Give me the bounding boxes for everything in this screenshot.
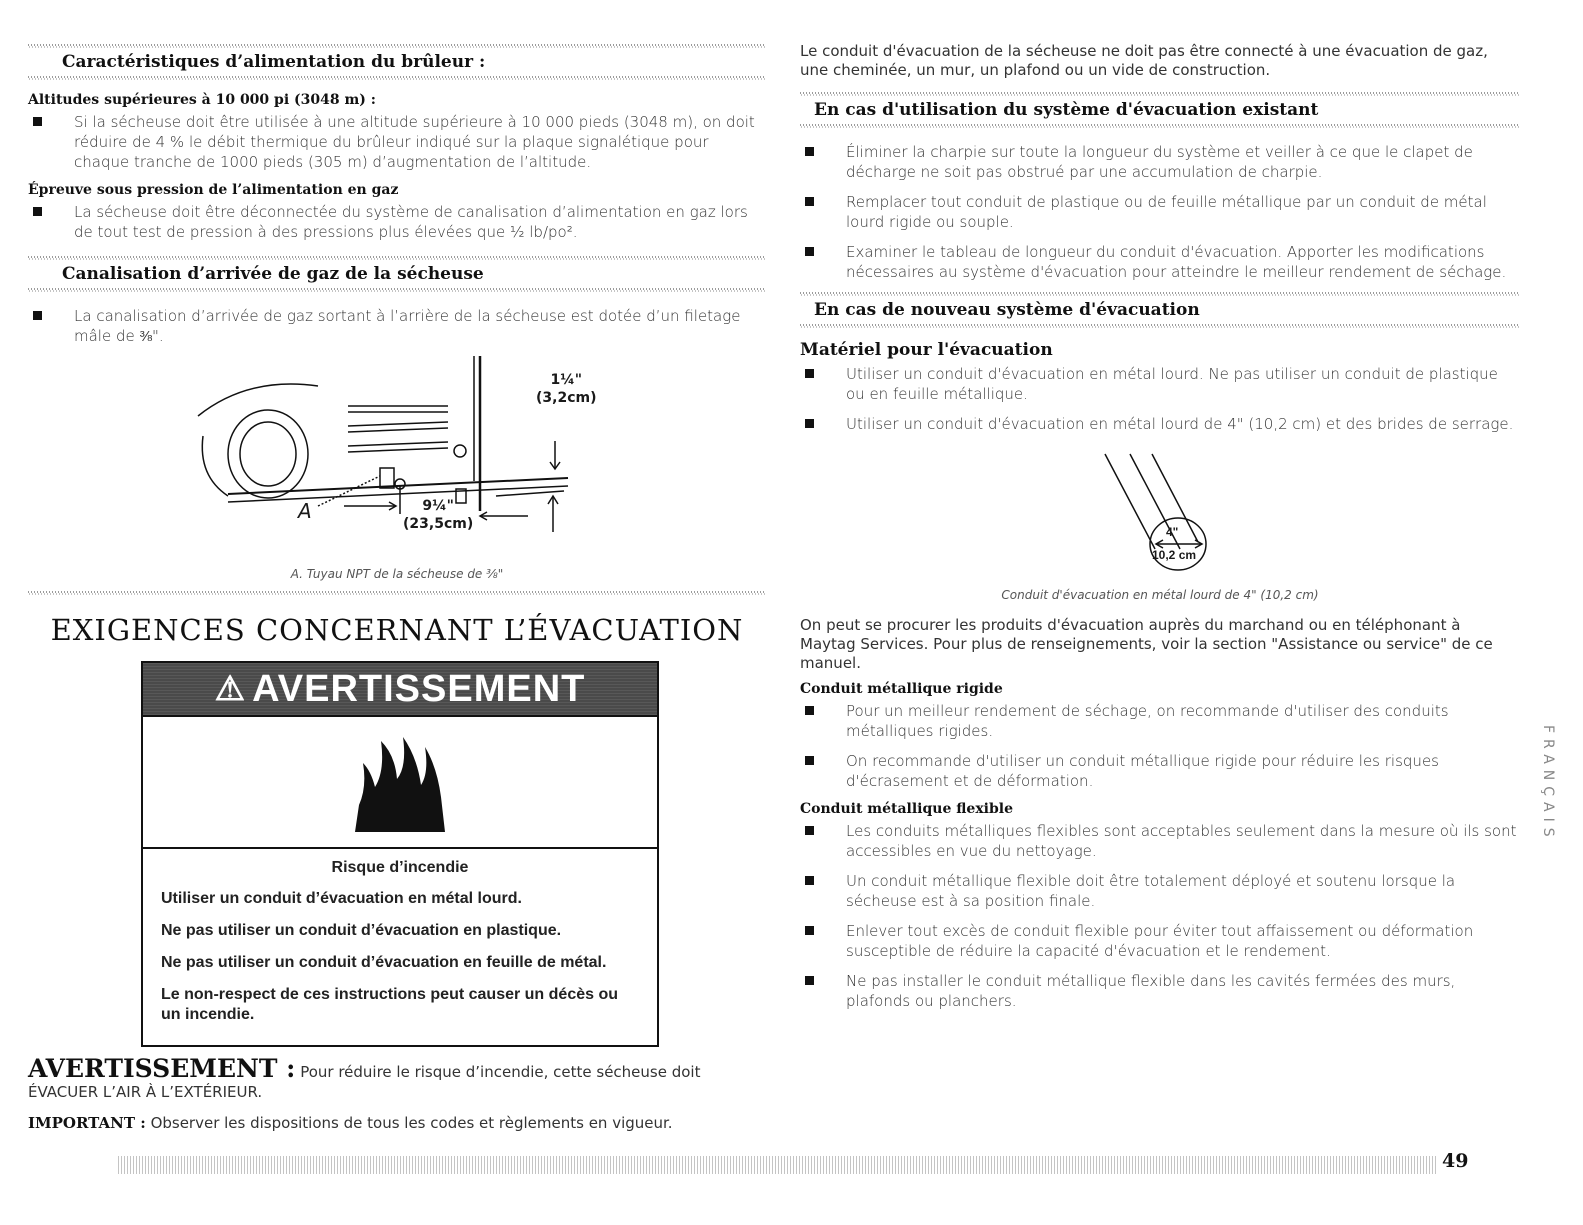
rigid-heading: Conduit métallique rigide [800,681,1003,697]
horizontal-dimension-label: 9¼" (23,5cm) [403,498,474,532]
list-item: Pour un meilleur rendement de séchage, on recommande d'utiliser des conduits métalliques rigides. [800,701,1520,741]
section-rule [28,76,766,80]
list-item: Ne pas installer le conduit métallique flexible dans les cavités fermées des murs, plafonds ou planchers. [800,971,1520,1011]
list-item: Utiliser un conduit d'évacuation en métal lourd de 4" (10,2 cm) et des brides de serrage. [800,414,1520,434]
warning-text [143,849,657,1045]
risk-label: Risque d’incendie [331,859,469,876]
left-column [28,0,766,1132]
warning-line: Ne pas utiliser un conduit d’évacuation en feuille de métal. [161,954,607,971]
intro-paragraph: Le conduit d'évacuation de la sécheuse ne doit pas être connecté à une évacuation de gaz, une cheminée, un mur, un plafond ou un vide de construction. [800,42,1488,79]
altitude-list [28,112,766,172]
section-rule [800,324,1520,328]
section-rule [800,124,1520,128]
duct-caption: Conduit d'évacuation en métal lourd de 4" (10,2 cm) [1001,588,1319,602]
warning-box [141,661,659,1047]
list-item: Si la sécheuse doit être utilisée à une altitude supérieure à 10 000 pieds (3048 m), on doit réduire de 4 % le débit thermique du brûleur indiqué sur la plaque signalétique pour chaque tranche de 1000 pieds (305 m) d’augmentation de l’altitude. [28,112,766,172]
bullet-icon [33,117,42,126]
bullet-icon [805,147,814,156]
main-title: EXIGENCES CONCERNANT L’ÉVACUATION [50,613,744,647]
bullet-icon [805,926,814,935]
footer-rule [118,1156,1438,1174]
services-paragraph: On peut se procurer les produits d'évacuation auprès du marchand ou en téléphonant à Maytag Services. Pour plus de renseignements, voir la section "Assistance ou service" de ce manuel. [800,616,1493,672]
new-system-title: En cas de nouveau système d'évacuation [814,300,1200,320]
label-a: A [298,499,312,523]
gas-pipe-diagram [28,356,766,571]
important-note: IMPORTANT : Observer les dispositions de tous les codes et règlements en vigueur. [28,1114,673,1132]
warning-line: Utiliser un conduit d’évacuation en métal lourd. [161,890,522,907]
bullet-icon [805,247,814,256]
list-item: Utiliser un conduit d'évacuation en métal lourd. Ne pas utiliser un conduit de plastique ou en feuille métallique. [800,364,1520,404]
section-rule [28,288,766,292]
gas-line-list [28,306,766,346]
list-item: Remplacer tout conduit de plastique ou de feuille métallique par un conduit de métal lourd rigide ou souple. [800,192,1520,232]
list-item: Éliminer la charpie sur toute la longueur du système et veiller à ce que le clapet de décharge ne soit pas obstrué par une accumulation de charpie. [800,142,1520,182]
bullet-icon [805,976,814,985]
bullet-icon [805,369,814,378]
existing-system-list [800,142,1520,282]
duct-diagram [800,444,1520,574]
fire-icon [345,727,455,837]
language-tab: FRANÇAIS [1540,725,1556,843]
materiel-heading: Matériel pour l'évacuation [800,340,1053,360]
bullet-icon [805,197,814,206]
list-item: Les conduits métalliques flexibles sont acceptables seulement dans la mesure où ils sont accessibles en vue du nettoyage. [800,821,1520,861]
section-rule [28,591,766,595]
warning-triangle-icon: ⚠ [214,670,247,708]
bullet-icon [805,826,814,835]
list-item: La sécheuse doit être déconnectée du système de canalisation d’alimentation en gaz lors de tout test de pression à des pressions plus élevées que ½ lb/po². [28,202,766,242]
existing-system-title: En cas d'utilisation du système d'évacuation existant [814,100,1319,120]
bullet-icon [805,419,814,428]
duct-dim-cm: 10,2 cm [1152,548,1197,562]
list-item: On recommande d'utiliser un conduit métallique rigide pour réduire les risques d'écrasement et de déformation. [800,751,1520,791]
warning-line: Ne pas utiliser un conduit d’évacuation en plastique. [161,922,562,939]
bullet-icon [805,876,814,885]
flex-list [800,821,1520,1011]
duct-dim-in: 4" [1166,525,1179,539]
fire-hazard-area [143,717,657,849]
materiel-list [800,364,1520,434]
list-item: Examiner le tableau de longueur du conduit d'évacuation. Apporter les modifications nécessaires au système d'évacuation pour atteindre le meilleur rendement de séchage. [800,242,1520,282]
list-item: La canalisation d’arrivée de gaz sortant à l’arrière de la sécheuse est dotée d’un filetage mâle de ⅜". [28,306,766,346]
page-number: 49 [1442,1150,1469,1172]
flex-heading: Conduit métallique flexible [800,801,1014,817]
bullet-icon [33,311,42,320]
right-column [800,0,1520,1021]
warning-line: Le non-respect de ces instructions peut causer un décès ou un incendie. [161,986,619,1023]
list-item: Un conduit métallique flexible doit être totalement déployé et soutenu lorsque la sécheuse est à sa position finale. [800,871,1520,911]
list-item: Enlever tout excès de conduit flexible pour éviter tout affaissement ou déformation susceptible de réduire la capacité d'évacuation et le rendement. [800,921,1520,961]
avertissement-note: AVERTISSEMENT : Pour réduire le risque d’incendie, cette sécheuse doit ÉVACUER L’AIR À L’EXTÉRIEUR. [28,1054,701,1101]
warning-header: ⚠ AVERTISSEMENT [143,663,657,717]
rigid-list [800,701,1520,791]
bullet-icon [805,706,814,715]
vertical-dimension-label: 1¼" (3,2cm) [536,372,597,406]
burner-specs-title: Caractéristiques d’alimentation du brûleur : [62,52,486,72]
bullet-icon [33,207,42,216]
pressure-test-list [28,202,766,242]
bullet-icon [805,756,814,765]
altitude-heading: Altitudes supérieures à 10 000 pi (3048 m) : [28,92,376,108]
gas-pipe-caption: A. Tuyau NPT de la sécheuse de ⅜" [290,567,504,581]
pressure-test-heading: Épreuve sous pression de l’alimentation en gaz [28,182,399,198]
gas-line-title: Canalisation d’arrivée de gaz de la sécheuse [62,264,484,284]
